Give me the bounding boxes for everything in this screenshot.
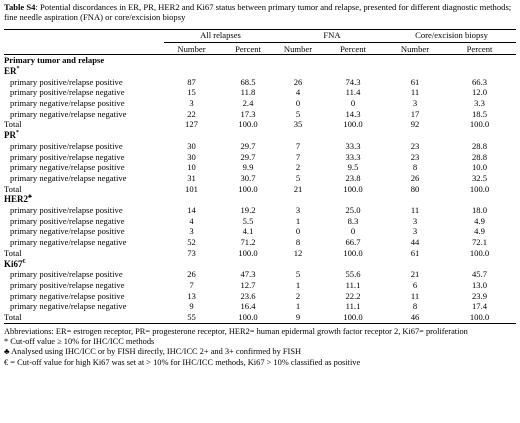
marker-header-row — [4, 259, 516, 270]
row-label: primary positive/relapse positive — [10, 205, 123, 216]
number-cell: 35 — [293, 119, 303, 130]
number-cell: 9 — [277, 312, 319, 323]
row-label: Total — [4, 119, 22, 130]
percent-cell: 29.7 — [240, 151, 256, 162]
percent-cell: 17.4 — [471, 301, 488, 312]
marker-name: PR — [4, 130, 16, 141]
percent-cell: 11.1 — [345, 301, 361, 312]
percent-cell: 18.0 — [471, 205, 488, 216]
percent-cell: 13.0 — [471, 279, 488, 290]
number-cell: 4 — [189, 215, 194, 226]
number-cell: 21 — [293, 183, 303, 194]
table-row — [4, 291, 516, 302]
percent-cell: 66.7 — [345, 237, 361, 248]
table-row — [4, 280, 516, 291]
number-cell: 0 — [295, 98, 301, 109]
percent-cell: 68.5 — [240, 76, 256, 87]
discordance-table — [4, 29, 516, 324]
percent-cell: 71.2 — [240, 237, 256, 248]
number-cell: 46 — [387, 312, 443, 323]
section-title: Primary tumor and relapse — [4, 55, 105, 66]
section-title-row — [4, 55, 516, 66]
percent-cell: 14.3 — [345, 108, 361, 119]
percent-cell: 100.0 — [343, 119, 363, 130]
number-cell: 31 — [187, 172, 196, 183]
table-caption — [4, 2, 516, 23]
percent-cell: 100.0 — [238, 247, 258, 258]
number-cell: 92 — [410, 119, 420, 130]
subheader-percent: Percent — [340, 43, 366, 54]
marker-title — [4, 194, 516, 205]
percent-cell: 100.0 — [238, 119, 258, 130]
group-header-all-relapses: All relapses — [164, 29, 277, 42]
number-cell: 6 — [412, 279, 418, 290]
marker-header-row — [4, 130, 516, 141]
subheader-percent: Percent — [235, 43, 261, 54]
number-cell: 5 — [295, 269, 301, 280]
number-cell: 11 — [410, 290, 420, 301]
group-header-fna: FNA — [277, 29, 387, 42]
marker-name: HER2 — [4, 194, 29, 205]
marker-name: ER — [4, 65, 17, 76]
sub-header-row — [4, 42, 516, 55]
table-row — [4, 237, 516, 248]
percent-cell: 23.9 — [471, 290, 488, 301]
number-cell: 61 — [410, 247, 420, 258]
row-label: Total — [4, 183, 22, 194]
row-label: primary positive/relapse positive — [10, 76, 123, 87]
number-cell: 23 — [410, 140, 420, 151]
number-cell: 73 — [187, 247, 196, 258]
percent-cell: 0 — [350, 226, 356, 237]
marker-footnote-symbol: ♣ — [28, 194, 32, 201]
percent-cell: 23.6 — [240, 290, 256, 301]
number-cell: 15 — [187, 87, 196, 98]
table-row — [4, 109, 516, 120]
number-cell: 26 — [410, 172, 420, 183]
number-cell: 61 — [410, 76, 420, 87]
number-cell: 26 — [293, 76, 303, 87]
number-cell: 3 — [295, 205, 301, 216]
percent-cell: 11.1 — [345, 279, 361, 290]
percent-cell: 100.0 — [469, 247, 490, 258]
marker-footnote-symbol: € — [22, 258, 26, 265]
number-cell: 17 — [410, 108, 420, 119]
marker-footnote-symbol: * — [16, 65, 20, 72]
footnote-abbreviations: Abbreviations: ER= estrogen receptor, PR= progesterone receptor, HER2= human epidermal growth factor receptor 2, Ki67= proliferation — [4, 326, 468, 336]
percent-cell: 4.9 — [474, 215, 485, 226]
number-cell: 7 — [189, 279, 194, 290]
table-row — [4, 173, 516, 184]
table-row-total — [4, 248, 516, 259]
number-cell: 9 — [189, 301, 194, 312]
number-cell: 55 — [164, 312, 219, 323]
row-label: primary positive/relapse positive — [10, 140, 123, 151]
number-cell: 8 — [412, 162, 418, 173]
number-cell: 5 — [295, 108, 301, 119]
percent-cell: 12.0 — [471, 87, 488, 98]
number-cell: 30 — [187, 151, 196, 162]
number-cell: 80 — [410, 183, 420, 194]
number-cell: 44 — [410, 237, 420, 248]
table-row-total — [4, 312, 516, 323]
percent-cell: 100.0 — [343, 247, 363, 258]
percent-cell: 100.0 — [343, 183, 363, 194]
marker-name: Ki67 — [4, 258, 23, 269]
number-cell: 22 — [187, 108, 196, 119]
percent-cell: 3.3 — [474, 98, 485, 109]
row-label: primary positive/relapse positive — [10, 269, 123, 280]
table-row — [4, 162, 516, 173]
table-row — [4, 301, 516, 312]
percent-cell: 9.5 — [347, 162, 359, 173]
number-cell: 21 — [410, 269, 420, 280]
number-cell: 7 — [295, 151, 301, 162]
group-header-row — [4, 29, 516, 42]
percent-cell: 28.8 — [471, 151, 488, 162]
percent-cell: 23.8 — [345, 172, 361, 183]
subheader-percent: Percent — [466, 43, 493, 54]
row-label: primary negative/relapse negative — [10, 172, 127, 183]
table-body — [4, 55, 516, 324]
subheader-number: Number — [283, 43, 313, 54]
table-row — [4, 216, 516, 227]
table-row-total — [4, 119, 516, 130]
number-cell: 3 — [412, 98, 418, 109]
percent-cell: 25.0 — [345, 205, 361, 216]
percent-cell: 33.3 — [345, 151, 361, 162]
number-cell: 127 — [185, 119, 198, 130]
number-cell: 26 — [187, 269, 196, 280]
row-label: primary positive/relapse negative — [10, 215, 125, 226]
row-label: primary positive/relapse negative — [10, 151, 125, 162]
footnote-ki67: € = Cut-off value for high Ki67 was set at > 10% for IHC/ICC methods, Ki67 > 10% classified as positive — [4, 357, 361, 367]
footnote-cutoff: * Cut-off value ≥ 10% for IHC/ICC methods — [4, 337, 155, 347]
number-cell: 1 — [295, 215, 301, 226]
table-row — [4, 77, 516, 88]
percent-cell: 72.1 — [471, 237, 488, 248]
row-label: primary negative/relapse positive — [10, 226, 125, 237]
percent-cell: 4.9 — [474, 226, 485, 237]
number-cell: 3 — [189, 98, 194, 109]
marker-title — [4, 259, 516, 270]
subheader-empty-cell — [4, 42, 164, 55]
number-cell: 30 — [187, 140, 196, 151]
number-cell: 23 — [410, 151, 420, 162]
percent-cell: 74.3 — [345, 76, 361, 87]
subheader-number: Number — [177, 43, 206, 54]
percent-cell: 32.5 — [471, 172, 488, 183]
number-cell: 13 — [187, 290, 196, 301]
number-cell: 2 — [295, 162, 301, 173]
number-cell: 11 — [410, 87, 420, 98]
percent-cell: 8.3 — [347, 215, 359, 226]
row-label: primary negative/relapse negative — [10, 108, 127, 119]
number-cell: 4 — [295, 87, 301, 98]
number-cell: 8 — [412, 301, 418, 312]
percent-cell: 11.4 — [345, 87, 361, 98]
percent-cell: 17.3 — [240, 108, 256, 119]
number-cell: 0 — [295, 226, 301, 237]
percent-cell: 12.7 — [240, 279, 256, 290]
row-label: primary negative/relapse positive — [10, 290, 125, 301]
number-cell: 1 — [295, 301, 301, 312]
number-cell: 1 — [295, 279, 301, 290]
table-row — [4, 205, 516, 216]
marker-header-row — [4, 66, 516, 77]
number-cell: 2 — [295, 290, 301, 301]
percent-cell: 5.5 — [242, 215, 254, 226]
table-row — [4, 141, 516, 152]
table-row — [4, 152, 516, 163]
percent-cell: 11.8 — [240, 87, 256, 98]
percent-cell: 100.0 — [219, 312, 277, 323]
number-cell: 5 — [295, 172, 301, 183]
table-row-total — [4, 184, 516, 195]
number-cell: 52 — [187, 237, 196, 248]
percent-cell: 100.0 — [319, 312, 387, 323]
percent-cell: 100.0 — [469, 119, 490, 130]
row-label: primary negative/relapse positive — [10, 162, 125, 173]
percent-cell: 18.5 — [471, 108, 488, 119]
percent-cell: 100.0 — [238, 183, 258, 194]
percent-cell: 55.6 — [345, 269, 361, 280]
row-label: primary positive/relapse negative — [10, 279, 125, 290]
table-row — [4, 98, 516, 109]
table-row — [4, 226, 516, 237]
number-cell: 12 — [293, 247, 303, 258]
table-row — [4, 87, 516, 98]
row-label: Total — [4, 247, 22, 258]
row-label: primary negative/relapse negative — [10, 301, 127, 312]
caption-label: Table S4 — [4, 2, 36, 12]
number-cell: 101 — [185, 183, 198, 194]
number-cell: 14 — [187, 205, 196, 216]
percent-cell: 29.7 — [240, 140, 256, 151]
marker-footnote-symbol: * — [16, 130, 19, 137]
percent-cell: 100.0 — [469, 183, 490, 194]
number-cell: 3 — [189, 226, 194, 237]
marker-title — [4, 130, 516, 141]
number-cell: 11 — [410, 205, 420, 216]
percent-cell: 45.7 — [471, 269, 488, 280]
percent-cell: 22.2 — [345, 290, 361, 301]
table-row — [4, 269, 516, 280]
footnote-her2: ♣ Analysed using IHC/ICC or by FISH directly, IHC/ICC 2+ and 3+ confirmed by FISH — [4, 347, 302, 357]
percent-cell: 28.8 — [471, 140, 488, 151]
row-label: primary negative/relapse positive — [10, 98, 125, 109]
caption-text: : Potential discordances in ER, PR, HER2 and Ki67 status between primary tumor and relapse, presented for different diagnostic methods; fine needle aspiration (FNA) or core/excision biopsy — [4, 2, 512, 23]
number-cell: 3 — [412, 215, 418, 226]
percent-cell: 66.3 — [471, 76, 488, 87]
footnotes — [4, 327, 516, 368]
subheader-number: Number — [400, 43, 430, 54]
marker-title — [4, 66, 516, 77]
percent-cell: 30.7 — [240, 172, 256, 183]
number-cell: 87 — [187, 76, 196, 87]
group-header-core-biopsy: Core/excision biopsy — [387, 29, 516, 42]
row-label: Total — [4, 312, 164, 323]
percent-cell: 19.2 — [240, 205, 256, 216]
percent-cell: 10.0 — [471, 162, 488, 173]
percent-cell: 9.9 — [242, 162, 254, 173]
header-empty-cell — [4, 29, 164, 42]
percent-cell: 33.3 — [345, 140, 361, 151]
marker-header-row — [4, 194, 516, 205]
row-label: primary positive/relapse negative — [10, 87, 125, 98]
percent-cell: 0 — [350, 98, 356, 109]
percent-cell: 16.4 — [240, 301, 256, 312]
number-cell: 8 — [295, 237, 301, 248]
percent-cell: 2.4 — [242, 98, 254, 109]
percent-cell: 4.1 — [242, 226, 254, 237]
number-cell: 7 — [295, 140, 301, 151]
row-label: primary negative/relapse negative — [10, 237, 127, 248]
percent-cell: 47.3 — [240, 269, 256, 280]
number-cell: 3 — [412, 226, 418, 237]
number-cell: 10 — [187, 162, 196, 173]
percent-cell: 100.0 — [443, 312, 516, 323]
